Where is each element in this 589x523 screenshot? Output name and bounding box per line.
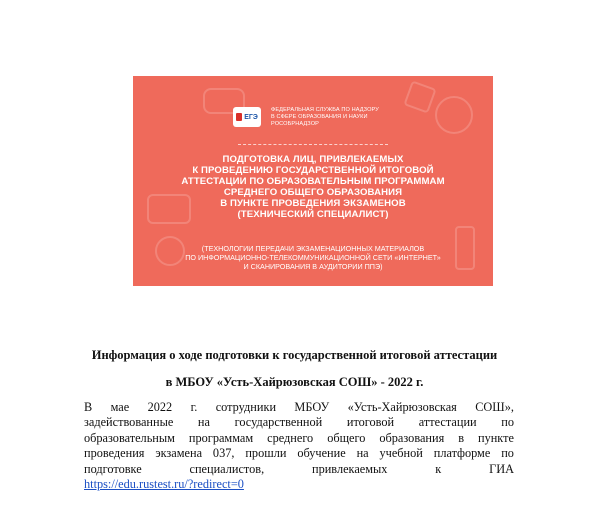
banner-subtitle-line: (ТЕХНОЛОГИИ ПЕРЕДАЧИ ЭКЗАМЕНАЦИОННЫХ МАТЕРИАЛОВ [201,244,425,253]
word: 2022 [147,400,173,414]
paragraph-lines [84,400,514,477]
word: среднего [267,430,314,445]
banner-title-line: ПОДГОТОВКА ЛИЦ, ПРИВЛЕКАЕМЫХ [222,154,404,165]
word: задействованные [84,415,174,430]
paragraph-line [84,462,514,477]
agency-line: В СФЕРЕ ОБРАЗОВАНИЯ И НАУКИ [271,113,368,120]
divider [238,144,388,145]
word: к [435,461,442,476]
agency-name [271,107,379,128]
word: 037, [212,446,235,461]
banner-title-line: СРЕДНЕГО ОБЩЕГО ОБРАЗОВАНИЯ [223,187,403,198]
word: по [501,415,514,430]
word: по [501,446,514,461]
banner-subtitle-line: ПО ИНФОРМАЦИОННО-ТЕЛЕКОММУНИКАЦИОННОЙ СЕТИ «ИНТЕРНЕТ» [185,253,441,262]
body-paragraph [84,400,514,492]
word: г. [190,400,198,414]
word: государственной [234,415,323,430]
banner-header [233,102,453,132]
word: обучение [297,446,346,461]
word: образования [379,430,445,445]
banner-title [133,154,493,220]
ege-logo [233,107,261,127]
agency-line: РОСОБРНАДЗОР [271,120,319,127]
word: привлекаемых [311,461,388,476]
banner-title-line: В ПУНКТЕ ПРОВЕДЕНИЯ ЭКЗАМЕНОВ [220,198,406,209]
word: аттестации [418,415,477,430]
link-line [84,477,514,492]
page-subtitle: в МБОУ «Усть-Хайрюзовская СОШ» - 2022 г. [165,375,424,389]
banner-image [133,76,493,286]
word: СОШ», [475,400,514,414]
word: программам [188,430,254,445]
rustest-link[interactable]: https://edu.rustest.ru/?redirect=0 [84,477,244,492]
word: экзамена [155,446,203,461]
word: образовательным [84,430,175,445]
word: ГИА [489,461,514,476]
word: подготовке [84,461,142,476]
page-title: Информация о ходе подготовки к государственной итоговой аттестации [91,348,498,362]
word: итоговой [346,415,395,430]
word: МБОУ [294,400,330,414]
word: прошли [245,446,287,461]
banner-subtitle [133,244,493,271]
word: на [197,415,210,430]
paragraph-line [84,431,514,446]
banner-title-line: АТТЕСТАЦИИ ПО ОБРАЗОВАТЕЛЬНЫМ ПРОГРАММАМ [181,176,445,187]
word: на [356,446,369,461]
paragraph-line [84,446,514,461]
word: общего [327,430,366,445]
banner-title-line: (ТЕХНИЧЕСКИЙ СПЕЦИАЛИСТ) [237,209,389,220]
word: в [458,430,465,445]
word: проведения [84,446,145,461]
word: сотрудники [215,400,277,414]
logo-text: ЕГЭ [244,113,258,121]
word: платформе [433,446,491,461]
word: «Усть-Хайрюзовская [347,400,457,414]
paragraph-line [84,415,514,430]
agency-line: ФЕДЕРАЛЬНАЯ СЛУЖБА ПО НАДЗОРУ [271,106,379,113]
word: В [84,400,93,414]
logo-mark-icon [236,113,242,121]
word: специалистов, [189,461,265,476]
banner-title-line: К ПРОВЕДЕНИЮ ГОСУДАРСТВЕННОЙ ИТОГОВОЙ [192,165,434,176]
word: учебной [379,446,423,461]
word: мае [110,400,130,414]
word: пункте [478,430,514,445]
paragraph-line [84,400,514,415]
banner-subtitle-line: И СКАНИРОВАНИЯ В АУДИТОРИИ ППЭ) [243,262,383,271]
